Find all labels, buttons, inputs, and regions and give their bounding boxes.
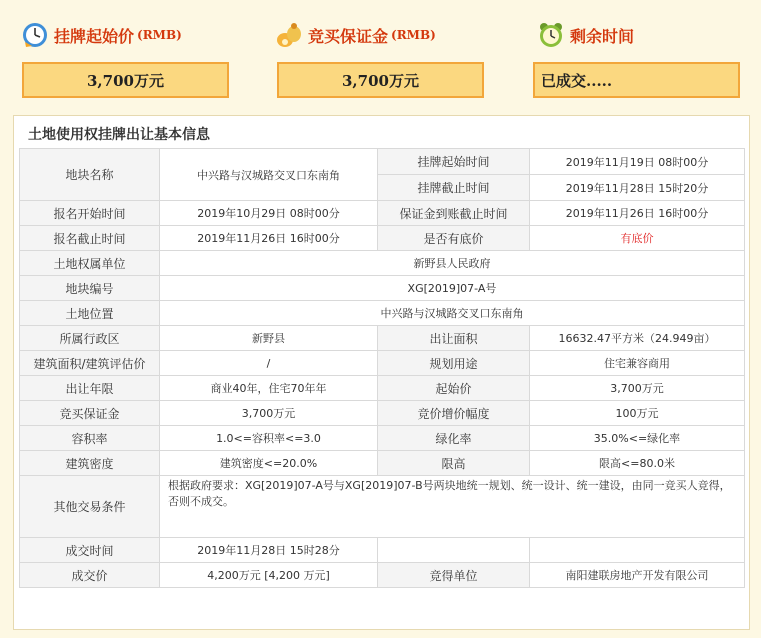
- table-value: 新野县人民政府: [160, 251, 745, 276]
- table-row: [20, 351, 745, 376]
- table-key: 地块名称: [20, 149, 160, 201]
- info-panel: [13, 115, 750, 630]
- table-row: [20, 538, 745, 563]
- info-table: [19, 148, 745, 588]
- table-key: 挂牌起始时间: [378, 149, 530, 175]
- remaining-header: [538, 22, 634, 48]
- table-value: 2019年11月19日 08时00分: [530, 149, 745, 175]
- table-key: 报名开始时间: [20, 201, 160, 226]
- table-value: 2019年11月26日 16时00分: [160, 226, 378, 251]
- table-row: [20, 301, 745, 326]
- table-key: 成交价: [20, 563, 160, 588]
- start-price-unit: (RMB): [137, 28, 182, 42]
- table-key: 土地位置: [20, 301, 160, 326]
- deposit-unit: (RMB): [391, 28, 436, 42]
- alarm-clock-icon: [538, 22, 564, 48]
- table-key: 出让年限: [20, 376, 160, 401]
- table-value: /: [160, 351, 378, 376]
- table-row: [20, 251, 745, 276]
- deposit-value: 3,700万元: [277, 62, 484, 98]
- table-key: 地块编号: [20, 276, 160, 301]
- table-key: 起始价: [378, 376, 530, 401]
- table-key: 容积率: [20, 426, 160, 451]
- table-value: 根据政府要求：XG[2019]07-A号与XG[2019]07-B号两块地统一规划、统一设计、统一建设，由同一竞买人竞得，否则不成交。: [160, 476, 745, 538]
- table-value: 中兴路与汉城路交叉口东南角: [160, 149, 378, 201]
- table-row: [20, 276, 745, 301]
- table-key: 其他交易条件: [20, 476, 160, 538]
- money-bag-icon: [276, 22, 302, 48]
- table-key: 建筑面积/建筑评估价: [20, 351, 160, 376]
- clock-icon: [22, 22, 48, 48]
- table-value: 1.0<=容积率<=3.0: [160, 426, 378, 451]
- table-value: 商业40年，住宅70年年: [160, 376, 378, 401]
- table-value: 2019年11月28日 15时28分: [160, 538, 378, 563]
- table-key: 报名截止时间: [20, 226, 160, 251]
- deposit-header: [276, 22, 436, 48]
- table-value: 限高<=80.0米: [530, 451, 745, 476]
- panel-title: 土地使用权挂牌出让基本信息: [28, 127, 210, 143]
- table-value: 2019年11月26日 16时00分: [530, 201, 745, 226]
- table-key: 建筑密度: [20, 451, 160, 476]
- table-key: 限高: [378, 451, 530, 476]
- remaining-value: 已成交.....: [533, 62, 740, 98]
- table-key: 保证金到账截止时间: [378, 201, 530, 226]
- table-key: 绿化率: [378, 426, 530, 451]
- table-value: XG[2019]07-A号: [160, 276, 745, 301]
- table-row: [20, 476, 745, 538]
- remaining-label: 剩余时间: [570, 26, 635, 46]
- start-price-value: 3,700万元: [22, 62, 229, 98]
- start-price-label: 挂牌起始价: [54, 26, 135, 46]
- table-key: 挂牌截止时间: [378, 175, 530, 201]
- table-value: 3,700万元: [530, 376, 745, 401]
- table-key: 所属行政区: [20, 326, 160, 351]
- table-value: 2019年10月29日 08时00分: [160, 201, 378, 226]
- table-empty: [378, 538, 530, 563]
- table-row: [20, 426, 745, 451]
- table-value: 新野县: [160, 326, 378, 351]
- table-value: 中兴路与汉城路交叉口东南角: [160, 301, 745, 326]
- table-key: 竞买保证金: [20, 401, 160, 426]
- table-row: [20, 149, 745, 175]
- table-value: 16632.47平方米（24.949亩）: [530, 326, 745, 351]
- table-key: 土地权属单位: [20, 251, 160, 276]
- top-summary: [0, 0, 761, 115]
- table-row: [20, 201, 745, 226]
- table-value: 35.0%<=绿化率: [530, 426, 745, 451]
- table-value: 100万元: [530, 401, 745, 426]
- table-value: 3,700万元: [160, 401, 378, 426]
- table-key: 规划用途: [378, 351, 530, 376]
- table-key: 是否有底价: [378, 226, 530, 251]
- table-value: 2019年11月28日 15时20分: [530, 175, 745, 201]
- deposit-label: 竞买保证金: [308, 26, 389, 46]
- table-row: [20, 451, 745, 476]
- table-row: [20, 401, 745, 426]
- table-value: 4,200万元 [4,200 万元]: [160, 563, 378, 588]
- table-empty: [530, 538, 745, 563]
- table-value: 建筑密度<=20.0%: [160, 451, 378, 476]
- start-price-header: [22, 22, 182, 48]
- table-key: 竞得单位: [378, 563, 530, 588]
- table-value: 住宅兼容商用: [530, 351, 745, 376]
- table-row: [20, 376, 745, 401]
- table-row: [20, 226, 745, 251]
- table-key: 出让面积: [378, 326, 530, 351]
- table-value: 南阳建联房地产开发有限公司: [530, 563, 745, 588]
- table-row: [20, 326, 745, 351]
- table-key: 竞价增价幅度: [378, 401, 530, 426]
- table-key: 成交时间: [20, 538, 160, 563]
- table-row: [20, 563, 745, 588]
- table-value: 有底价: [530, 226, 745, 251]
